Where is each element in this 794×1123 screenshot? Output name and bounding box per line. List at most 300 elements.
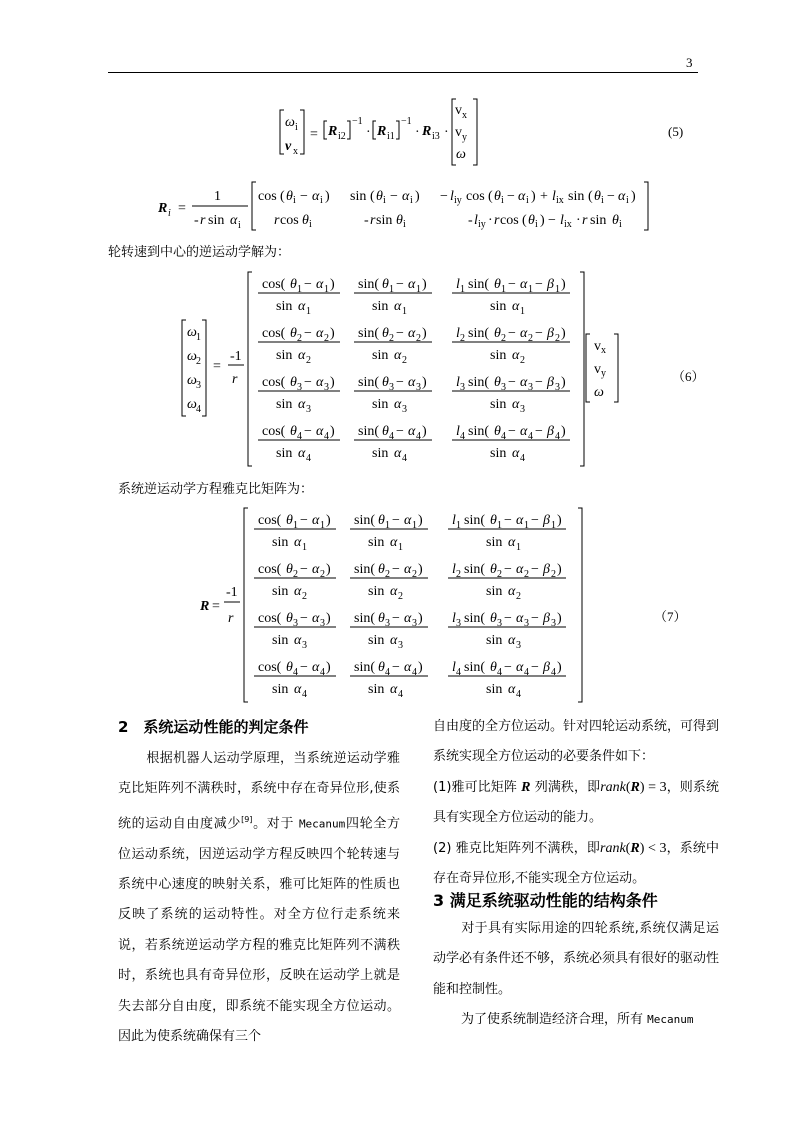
svg-text:θ: θ [494,375,501,390]
svg-text:4: 4 [520,453,525,464]
svg-text:sin(: sin( [464,660,485,675]
svg-text:): ) [326,513,331,528]
svg-text:3: 3 [398,640,403,651]
svg-text:α: α [294,535,302,550]
svg-text:y: y [601,368,606,379]
svg-text:−: − [548,213,556,228]
svg-text:i: i [626,195,629,206]
citation-9: [9] [241,814,253,824]
svg-text:sin(: sin( [464,611,485,626]
svg-text:sin: sin [368,682,385,697]
section-2-paragraph-1 [118,744,400,1052]
svg-text:1: 1 [297,284,302,295]
svg-text:cos: cos [280,213,299,228]
svg-text:(: ( [488,189,493,204]
svg-text:2: 2 [456,569,461,580]
svg-text:i: i [526,195,529,206]
svg-text:α: α [298,299,306,314]
svg-text:-1: -1 [226,585,238,600]
svg-text:1: 1 [306,306,311,317]
svg-text:4: 4 [516,689,521,700]
svg-text:): ) [418,513,423,528]
svg-text:): ) [561,326,566,341]
svg-text:-: - [468,213,473,228]
svg-text:−: − [396,424,404,439]
svg-text:α: α [516,562,524,577]
svg-text:3: 3 [551,618,556,629]
svg-text:1: 1 [293,520,298,531]
svg-text:1: 1 [551,520,556,531]
svg-text:1: 1 [402,306,407,317]
svg-text:iy: iy [454,195,462,206]
svg-text:·: · [415,125,420,140]
svg-text:α: α [390,633,398,648]
svg-text:sin: sin [376,213,393,228]
svg-text:cos: cos [466,189,485,204]
svg-text:2: 2 [398,591,403,602]
svg-text:3: 3 [293,618,298,629]
svg-text:sin(: sin( [358,375,379,390]
svg-text:x: x [601,345,606,356]
svg-text:): ) [561,424,566,439]
svg-text:i: i [238,220,241,231]
svg-text:(: ( [280,189,285,204]
svg-text:β: β [543,660,550,675]
svg-text:−: − [535,277,543,292]
svg-text:2: 2 [196,356,201,367]
svg-text:4: 4 [389,431,394,442]
svg-text:3: 3 [320,618,325,629]
svg-text:-1: -1 [230,349,242,364]
svg-text:4: 4 [412,667,417,678]
svg-text:sin(: sin( [354,660,375,675]
svg-text:3: 3 [416,382,421,393]
cond1-text-c: ，则系统具有实现全方位运动的能力。 [433,779,719,826]
svg-text:α: α [402,189,410,204]
svg-text:R: R [422,124,432,139]
svg-text:−: − [508,375,516,390]
svg-text:2: 2 [497,569,502,580]
svg-text:3: 3 [412,618,417,629]
svg-text:α: α [394,397,402,412]
svg-text:α: α [404,513,412,528]
svg-text:(: ( [588,189,593,204]
svg-text:3: 3 [555,382,560,393]
svg-text:θ: θ [286,611,293,626]
svg-text:1: 1 [516,542,521,553]
svg-text:3: 3 [528,382,533,393]
svg-text:·: · [488,213,493,228]
svg-text:r: r [582,213,588,228]
svg-text:): ) [557,513,562,528]
svg-text:sin: sin [368,535,385,550]
svg-text:3: 3 [306,404,311,415]
svg-text:−: − [390,189,398,204]
svg-text:−: − [300,513,308,528]
svg-text:−: − [304,424,312,439]
header-rule [108,72,698,73]
svg-text:θ: θ [286,189,293,204]
svg-text:1: 1 [324,284,329,295]
svg-text:cos(: cos( [258,513,282,528]
svg-text:−: − [300,189,308,204]
svg-text:2: 2 [524,569,529,580]
svg-text:θ: θ [286,660,293,675]
svg-text:sin: sin [490,397,507,412]
svg-text:α: α [390,535,398,550]
svg-text:−: − [504,513,512,528]
svg-text:θ: θ [494,326,501,341]
svg-text:iy: iy [478,219,486,230]
svg-text:1: 1 [214,189,221,204]
svg-text:3: 3 [456,618,461,629]
svg-text:β: β [547,424,554,439]
cond1-text-a: (1)雅可比矩阵 [433,779,522,795]
eq7-row-2 [254,562,566,602]
svg-text:α: α [312,513,320,528]
svg-text:α: α [316,424,324,439]
svg-text:4: 4 [324,431,329,442]
svg-text:=: = [213,359,221,374]
svg-text:4: 4 [528,431,533,442]
svg-text:α: α [390,584,398,599]
svg-text:θ: θ [490,611,497,626]
svg-text:α: α [508,584,516,599]
svg-text:−: − [508,424,516,439]
eq6-row-1 [258,277,570,317]
svg-text:R: R [200,599,210,614]
svg-text:1: 1 [520,306,525,317]
svg-text:cos(: cos( [262,326,286,341]
section-3-heading: 3 满足系统驱动性能的结构条件 [433,891,658,910]
svg-text:−: − [531,611,539,626]
eq6-row-2 [258,326,570,366]
svg-text:2: 2 [324,333,329,344]
svg-text:i: i [619,219,622,230]
svg-text:): ) [326,562,331,577]
equation-5-number: (5) [668,124,684,139]
svg-text:θ: θ [396,213,403,228]
svg-text:α: α [618,189,626,204]
svg-text:ω: ω [594,385,604,400]
svg-text:θ: θ [494,189,501,204]
svg-text:sin: sin [368,633,385,648]
svg-text:sin: sin [272,584,289,599]
svg-text:β: β [543,562,550,577]
svg-text:4: 4 [456,667,461,678]
svg-text:−: − [392,611,400,626]
svg-text:α: α [518,189,526,204]
svg-text:sin(: sin( [358,424,379,439]
svg-text:2: 2 [389,333,394,344]
svg-text:ω: ω [187,397,197,412]
svg-text:3: 3 [389,382,394,393]
svg-text:i: i [535,219,538,230]
svg-text:cos: cos [258,189,277,204]
jacobian-intro: 系统逆运动学方程雅克比矩阵为： [118,482,314,497]
svg-text:r: r [232,372,238,387]
eq6-row-4 [258,424,570,464]
svg-text:−: − [507,189,515,204]
equation-7 [196,504,596,706]
svg-text:α: α [508,682,516,697]
svg-text:α: α [520,375,528,390]
svg-text:): ) [330,277,335,292]
svg-text:2: 2 [551,569,556,580]
svg-text:θ: θ [612,213,619,228]
svg-text:α: α [294,633,302,648]
cond1-text-b: 列满秩，即 [530,779,601,795]
svg-text:α: α [508,633,516,648]
equation-7-number: （7） [654,609,687,624]
svg-text:i: i [410,195,413,206]
svg-text:4: 4 [460,431,465,442]
svg-text:α: α [404,660,412,675]
svg-text:sin(: sin( [354,611,375,626]
svg-text:β: β [543,611,550,626]
svg-text:4: 4 [297,431,302,442]
svg-text:r: r [494,213,500,228]
svg-text:β: β [547,375,554,390]
cond2-text-a: (2) 雅克比矩阵列不满秩，即 [433,840,600,856]
svg-text:1: 1 [412,520,417,531]
svg-text:sin: sin [490,299,507,314]
svg-text:α: α [230,213,238,228]
svg-text:−: − [304,375,312,390]
svg-text:sin: sin [486,633,503,648]
rank-eq-2-rest: (R) < 3 [625,840,667,856]
section-2-heading: 2 系统运动性能的判定条件 [118,718,309,736]
svg-text:r: r [370,213,376,228]
svg-text:sin(: sin( [358,277,379,292]
svg-text:): ) [531,189,536,204]
svg-text:r: r [274,213,280,228]
svg-text:−: − [508,326,516,341]
svg-text:1: 1 [524,520,529,531]
svg-text:-: - [364,213,369,228]
svg-text:3: 3 [524,618,529,629]
svg-text:θ: θ [286,513,293,528]
svg-text:θ: θ [290,375,297,390]
svg-text:α: α [394,446,402,461]
page-number: 3 [686,55,693,70]
equation-6 [176,268,626,470]
svg-text:2: 2 [412,569,417,580]
svg-text:−: − [304,326,312,341]
svg-text:sin: sin [276,348,293,363]
svg-text:α: α [512,397,520,412]
svg-text:α: α [512,446,520,461]
svg-text:α: α [520,326,528,341]
svg-text:−: − [504,660,512,675]
svg-text:θ: θ [382,277,389,292]
svg-text:sin: sin [276,299,293,314]
svg-text:α: α [408,375,416,390]
svg-text:−: − [535,326,543,341]
svg-text:): ) [326,660,331,675]
svg-text:α: α [404,611,412,626]
eq6-row-3 [258,375,570,415]
svg-text:2: 2 [293,569,298,580]
svg-text:2: 2 [306,355,311,366]
section-2-paragraph-2 [433,712,719,894]
svg-text:sin: sin [486,584,503,599]
svg-text:l: l [452,660,456,675]
svg-text:α: α [298,446,306,461]
svg-text:θ: θ [290,424,297,439]
svg-text:sin: sin [372,446,389,461]
svg-text:1: 1 [302,542,307,553]
svg-text:3: 3 [385,618,390,629]
equation-ri [150,176,670,236]
matrix-r-symbol: R [521,779,531,795]
svg-text:2: 2 [416,333,421,344]
svg-text:x: x [462,110,467,121]
svg-text:θ: θ [490,513,497,528]
svg-text:4: 4 [398,689,403,700]
svg-text:i1: i1 [387,131,395,142]
svg-text:sin: sin [490,446,507,461]
svg-text:v: v [594,339,601,354]
svg-text:3: 3 [516,640,521,651]
svg-text:r: r [200,213,206,228]
svg-text:−1: −1 [401,116,412,127]
svg-text:l: l [456,277,460,292]
svg-text:α: α [404,562,412,577]
svg-text:−: − [396,277,404,292]
svg-text:α: α [312,562,320,577]
s2-p1-text-b: 。对于 [252,816,299,832]
svg-text:θ: θ [494,424,501,439]
svg-text:α: α [390,682,398,697]
svg-text:1: 1 [320,520,325,531]
svg-text:α: α [512,299,520,314]
svg-text:−: − [300,562,308,577]
svg-text:α: α [312,660,320,675]
svg-text:−: − [304,277,312,292]
wheel-inverse-intro: 轮转速到中心的逆运动学解为： [108,245,291,260]
equation-7-formula [196,504,596,706]
svg-text:cos(: cos( [262,277,286,292]
equation-6-number: （6） [672,369,705,384]
svg-text:l: l [474,213,478,228]
svg-text:−: − [504,562,512,577]
svg-text:θ: θ [378,611,385,626]
svg-text:sin: sin [372,397,389,412]
svg-text:sin(: sin( [468,424,489,439]
svg-text:(: ( [370,189,375,204]
svg-text:−: − [531,562,539,577]
svg-text:): ) [326,611,331,626]
svg-text:3: 3 [501,382,506,393]
svg-text:·: · [444,125,449,140]
svg-text:v: v [455,125,462,140]
svg-text:sin: sin [372,348,389,363]
svg-text:θ: θ [594,189,601,204]
svg-text:ω: ω [187,349,197,364]
svg-text:i: i [501,195,504,206]
svg-text:1: 1 [497,520,502,531]
svg-text:·: · [366,125,371,140]
svg-text:θ: θ [378,562,385,577]
svg-text:sin: sin [276,446,293,461]
svg-text:l: l [456,326,460,341]
svg-text:α: α [394,348,402,363]
svg-text:sin(: sin( [358,326,379,341]
svg-text:sin(: sin( [354,513,375,528]
eq7-row-4 [254,660,566,700]
svg-text:): ) [422,326,427,341]
svg-text:3: 3 [402,404,407,415]
svg-text:): ) [422,375,427,390]
svg-text:−: − [300,611,308,626]
svg-text:α: α [520,424,528,439]
svg-text:−: − [396,375,404,390]
svg-text:v: v [455,103,462,118]
svg-text:·: · [576,213,581,228]
svg-text:1: 1 [385,520,390,531]
svg-text:θ: θ [286,562,293,577]
svg-text:i3: i3 [432,131,440,142]
svg-text:): ) [422,424,427,439]
svg-text:−: − [535,375,543,390]
svg-text:sin: sin [272,682,289,697]
svg-text:sin: sin [276,397,293,412]
s2-p1-text-a: 根据机器人运动学原理，当系统逆运动学雅克比矩阵列不满秩时，系统中存在奇异位形,使系统的运动自由度减少 [118,751,400,832]
svg-text:α: α [312,189,320,204]
svg-text:4: 4 [402,453,407,464]
svg-text:): ) [557,562,562,577]
svg-text:θ: θ [290,326,297,341]
eq7-row-1 [254,513,566,553]
svg-text:sin: sin [486,682,503,697]
svg-text:α: α [298,348,306,363]
equation-5-formula [270,96,490,168]
svg-text:sin: sin [590,213,607,228]
svg-text:4: 4 [497,667,502,678]
svg-text:sin(: sin( [468,375,489,390]
svg-text:l: l [552,189,556,204]
svg-text:2: 2 [520,355,525,366]
svg-text:ω: ω [456,147,466,162]
svg-text:2: 2 [302,591,307,602]
svg-text:−: − [607,189,615,204]
equation-6-formula [176,268,626,470]
svg-text:4: 4 [555,431,560,442]
svg-text:ix: ix [564,219,572,230]
svg-text:−: − [531,660,539,675]
svg-text:α: α [316,375,324,390]
svg-text:sin: sin [272,633,289,648]
svg-text:θ: θ [528,213,535,228]
svg-text:l: l [560,213,564,228]
svg-text:α: α [508,535,516,550]
svg-text:i: i [168,208,171,219]
svg-text:l: l [452,513,456,528]
svg-text:sin: sin [208,213,225,228]
svg-text:): ) [415,189,420,204]
svg-text:α: α [408,326,416,341]
svg-text:4: 4 [551,667,556,678]
svg-text:): ) [561,277,566,292]
svg-text:−: − [392,513,400,528]
svg-text:α: α [516,611,524,626]
svg-text:): ) [330,424,335,439]
svg-text:2: 2 [297,333,302,344]
svg-text:=: = [212,599,220,614]
svg-text:θ: θ [382,424,389,439]
svg-text:sin: sin [486,535,503,550]
